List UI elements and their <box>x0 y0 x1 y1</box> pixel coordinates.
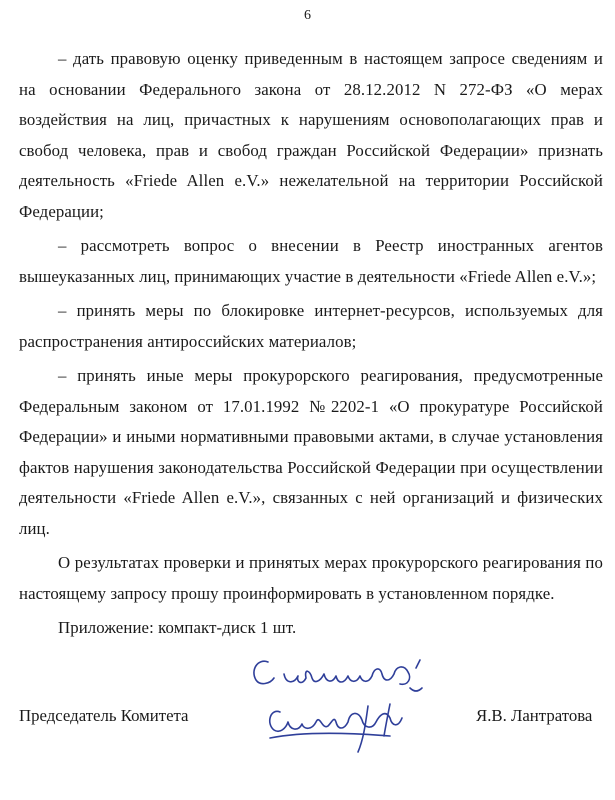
closing-request: О результатах проверки и принятых мерах прокурорского реагирования по настоящему запросу прошу проинформировать в установленном порядке. <box>19 553 603 603</box>
signature-block <box>0 648 615 788</box>
request-item-block-resources: – принять меры по блокировке интернет-ресурсов, используемых для распространения антироссийских материалов; <box>19 301 603 351</box>
request-item-legal-assessment: – дать правовую оценку приведенным в настоящем запросе сведениям и на основании Федерального закона от 28.12.2012 N 272-ФЗ «О мерах воздействия на лиц, причастных к нарушениям основополагающих прав и свобод человека, прав и свобод граждан Российской Федерации» признать деятельность «Friede Allen e.V.» нежелательной на территории Российской Федерации; <box>19 49 603 221</box>
request-item-other-measures: – принять иные меры прокурорского реагирования, предусмотренные Федеральным законом от 17.01.1992 №2202-1 «О прокуратуре Российской Федерации» и иными нормативными правовыми актами, в случае установления фактов нарушения законодательства Российской Федерации при осуществлении деятельности «Friede Allen e.V.», связанных с ней организаций и физических лиц. <box>19 366 603 538</box>
signatory-title: Председатель Комитета <box>19 706 189 725</box>
attachment-note: Приложение: компакт-диск 1 шт. <box>58 618 297 637</box>
page-number: 6 <box>304 8 311 23</box>
request-item-foreign-agents-registry: – рассмотреть вопрос о внесении в Реестр иностранных агентов вышеуказанных лиц, принимающих участие в деятельности «Friede Allen e.V.»; <box>19 236 603 286</box>
signature-scribble-icon <box>240 648 440 758</box>
signatory-name: Я.В. Лантратова <box>476 706 593 725</box>
handwritten-signature <box>240 648 440 763</box>
letter-body <box>19 44 603 644</box>
